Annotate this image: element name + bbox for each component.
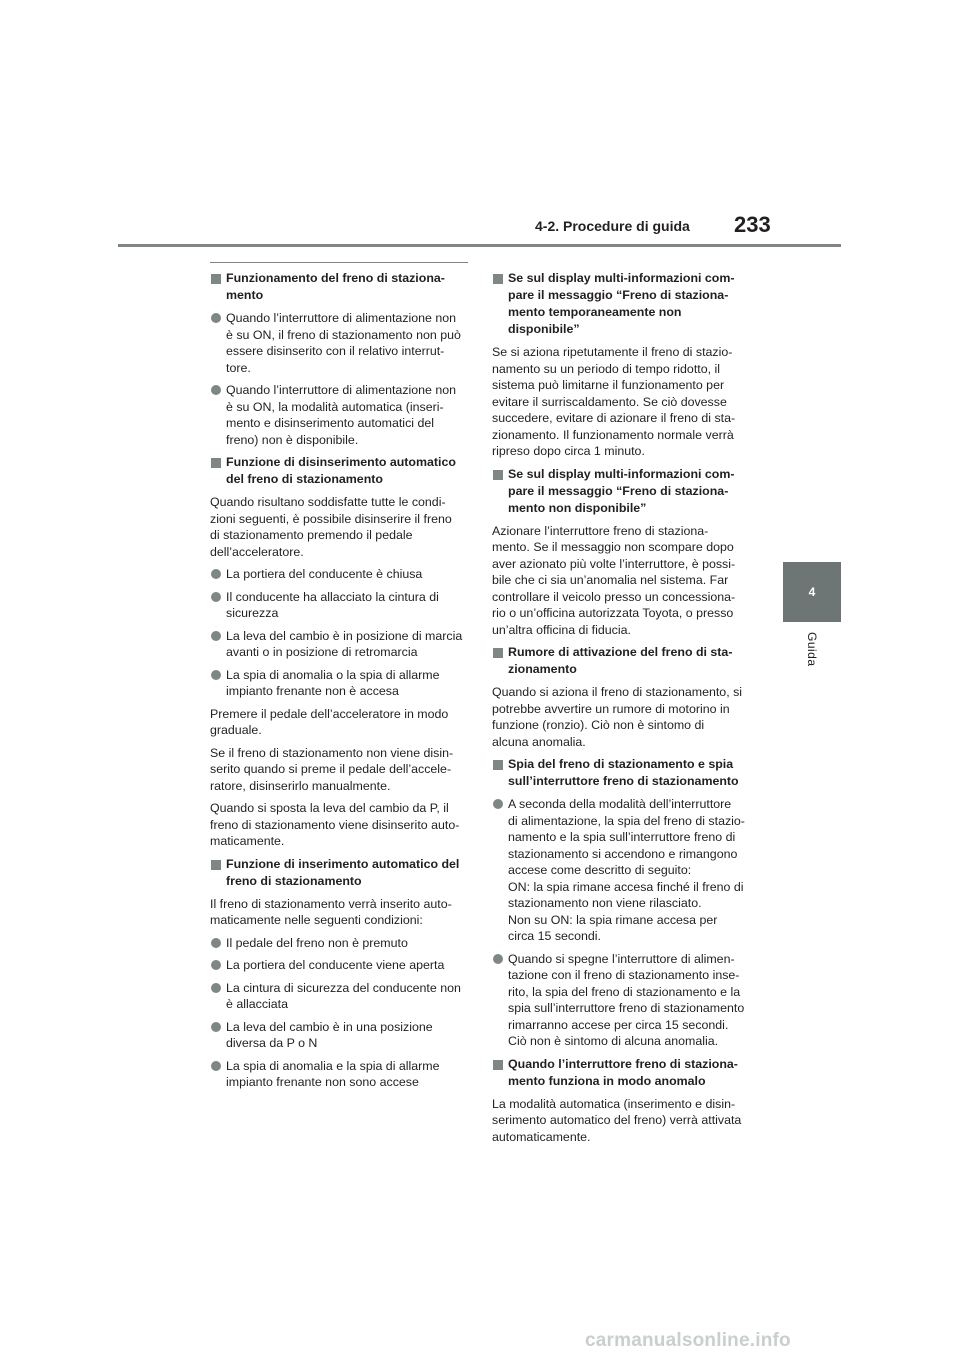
bullet-item xyxy=(210,628,468,661)
section-heading xyxy=(492,644,750,678)
bullet-text: Quando si spegne l’interruttore di alimen- tazione con il freno di stazionamento inse- rito, la spia del freno di stazionamento e la spia sull’interruttore freno di stazionamento rimarranno accese per circa 15 secondi. Ciò non è sintomo di alcuna anomalia. xyxy=(508,951,745,1048)
section-heading xyxy=(210,856,468,890)
section-heading xyxy=(492,1056,750,1090)
paragraph: Azionare l’interruttore freno di staziona- mento. Se il messaggio non scompare dopo aver azionato più volte l’interruttore, è possi- bile che ci sia un’anomalia nel sistema. Far controllare il veicolo presso un concessiona- rio o un’officina autorizzata Toyota, o presso un’altra officina di fiducia. xyxy=(492,523,736,637)
circle-bullet-icon xyxy=(211,960,221,970)
section-heading xyxy=(210,270,468,304)
bullet-item xyxy=(210,1019,468,1052)
bullet-item xyxy=(210,589,468,622)
column-rule xyxy=(210,262,468,263)
circle-bullet-icon xyxy=(211,983,221,993)
square-bullet-icon xyxy=(211,458,221,468)
square-bullet-icon xyxy=(211,860,221,870)
circle-bullet-icon xyxy=(211,313,221,323)
bullet-text: A seconda della modalità dell’interruttore di alimentazione, la spia del freno di stazio- namento e la spia sull’interruttore freno di stazionamento si accendono e rimangono accese come descritto di seguito: ON: la spia rimane accesa finché il freno di stazionamento non viene rilasciato. Non su ON: la spia rimane accesa per circa 15 secondi. xyxy=(508,797,745,943)
bullet-text: La leva del cambio è in una posizione diversa da P o N xyxy=(226,1019,433,1050)
paragraph: La modalità automatica (inserimento e disin- serimento automatico del freno) verrà attivata automaticamente. xyxy=(492,1096,742,1144)
bullet-text: La leva del cambio è in posizione di marcia avanti o in posizione di retromarcia xyxy=(226,628,463,659)
heading-text: Spia del freno di stazionamento e spia sull’interruttore freno di stazionamento xyxy=(508,757,739,788)
bullet-text: Quando l’interruttore di alimentazione non è su ON, la modalità automatica (inseri- mento e disinserimento automatici del freno) non è disponibile. xyxy=(226,383,457,447)
watermark[interactable]: carmanualsonline.info xyxy=(585,1330,791,1351)
section-heading xyxy=(492,270,750,338)
heading-text: Funzionamento del freno di staziona- mento xyxy=(226,271,445,302)
bullet-text: Quando l’interruttore di alimentazione non è su ON, il freno di stazionamento non può essere disinserito con il relativo interrut- tore. xyxy=(226,311,461,375)
circle-bullet-icon xyxy=(493,954,503,964)
circle-bullet-icon xyxy=(211,938,221,948)
heading-text: Funzione di inserimento automatico del freno di stazionamento xyxy=(226,856,460,888)
bullet-text: La portiera del conducente viene aperta xyxy=(226,958,445,972)
chapter-number: 4 xyxy=(808,585,816,599)
circle-bullet-icon xyxy=(493,799,503,809)
bullet-item xyxy=(210,957,468,974)
bullet-item xyxy=(210,382,468,448)
bullet-item xyxy=(210,1058,468,1091)
bullet-text: La spia di anomalia e la spia di allarme impianto frenante non sono accese xyxy=(226,1058,440,1089)
paragraph: Quando risultano soddisfatte tutte le condi- zioni seguenti, è possibile disinserire il freno di stazionamento premendo il pedale dell’acceleratore. xyxy=(210,495,452,559)
heading-text: Rumore di attivazione del freno di sta- zionamento xyxy=(508,645,733,676)
heading-text: Se sul display multi-informazioni com- pare il messaggio “Freno di staziona- mento temporaneamente non disponibile” xyxy=(508,271,735,336)
square-bullet-icon xyxy=(493,760,503,770)
section-title: 4-2. Procedure di guida xyxy=(535,218,690,234)
square-bullet-icon xyxy=(493,274,503,284)
heading-text: Quando l’interruttore freno di staziona- mento funziona in modo anomalo xyxy=(508,1056,738,1088)
paragraph: Se si aziona ripetutamente il freno di stazio- namento su un periodo di tempo ridotto, il sistema può limitarne il funzionamento per evitare il surriscaldamento. Se ciò dovesse succedere, evitare di azionare il freno di sta- zionamento. Il funzionamento normale verrà ripreso dopo circa 1 minuto. xyxy=(492,345,736,458)
header-rule xyxy=(118,244,841,247)
square-bullet-icon xyxy=(493,1060,503,1070)
chapter-tab[interactable] xyxy=(783,562,841,622)
chapter-label: Guida xyxy=(805,632,819,667)
bullet-item xyxy=(210,667,468,700)
square-bullet-icon xyxy=(493,648,503,658)
paragraph: Se il freno di stazionamento non viene disin- serito quando si preme il pedale dell’accele- ratore, disinserirlo manualmente. xyxy=(210,745,454,793)
bullet-item xyxy=(210,310,468,376)
bullet-text: La portiera del conducente è chiusa xyxy=(226,567,423,581)
section-heading xyxy=(492,466,750,517)
heading-text: Funzione di disinserimento automatico del freno di stazionamento xyxy=(226,455,456,486)
paragraph: Premere il pedale dell’acceleratore in modo graduale. xyxy=(210,706,449,737)
heading-text: Se sul display multi-informazioni com- pare il messaggio “Freno di staziona- mento non disponibile” xyxy=(508,466,735,515)
bullet-text: Il pedale del freno non è premuto xyxy=(226,935,408,950)
bullet-text: La spia di anomalia o la spia di allarme impianto frenante non è accesa xyxy=(226,667,440,698)
circle-bullet-icon xyxy=(211,631,221,641)
bullet-item xyxy=(210,980,468,1013)
square-bullet-icon xyxy=(211,274,221,284)
bullet-item xyxy=(210,566,468,583)
circle-bullet-icon xyxy=(211,1022,221,1032)
bullet-text: Il conducente ha allacciato la cintura di sicurezza xyxy=(226,589,439,620)
paragraph: Quando si aziona il freno di stazionamento, si potrebbe avvertire un rumore di motorino in funzione (ronzio). Ciò non è sintomo di alcuna anomalia. xyxy=(492,685,743,749)
circle-bullet-icon xyxy=(211,592,221,602)
paragraph: Quando si sposta la leva del cambio da P, il freno di stazionamento viene disinserito auto- maticamente. xyxy=(210,801,460,848)
page-number: 233 xyxy=(734,212,771,237)
section-heading xyxy=(210,454,468,488)
circle-bullet-icon xyxy=(211,385,221,395)
bullet-item xyxy=(492,796,750,945)
right-column xyxy=(492,270,750,1151)
bullet-item xyxy=(210,935,468,952)
circle-bullet-icon xyxy=(211,1061,221,1071)
bullet-text: La cintura di sicurezza del conducente non è allacciata xyxy=(226,980,461,1011)
bullet-item xyxy=(492,951,750,1050)
circle-bullet-icon xyxy=(211,670,221,680)
square-bullet-icon xyxy=(493,470,503,480)
left-column xyxy=(210,270,468,1097)
paragraph: Il freno di stazionamento verrà inserito auto- maticamente nelle seguenti condizioni: xyxy=(210,896,452,927)
section-heading xyxy=(492,756,750,790)
circle-bullet-icon xyxy=(211,569,221,579)
